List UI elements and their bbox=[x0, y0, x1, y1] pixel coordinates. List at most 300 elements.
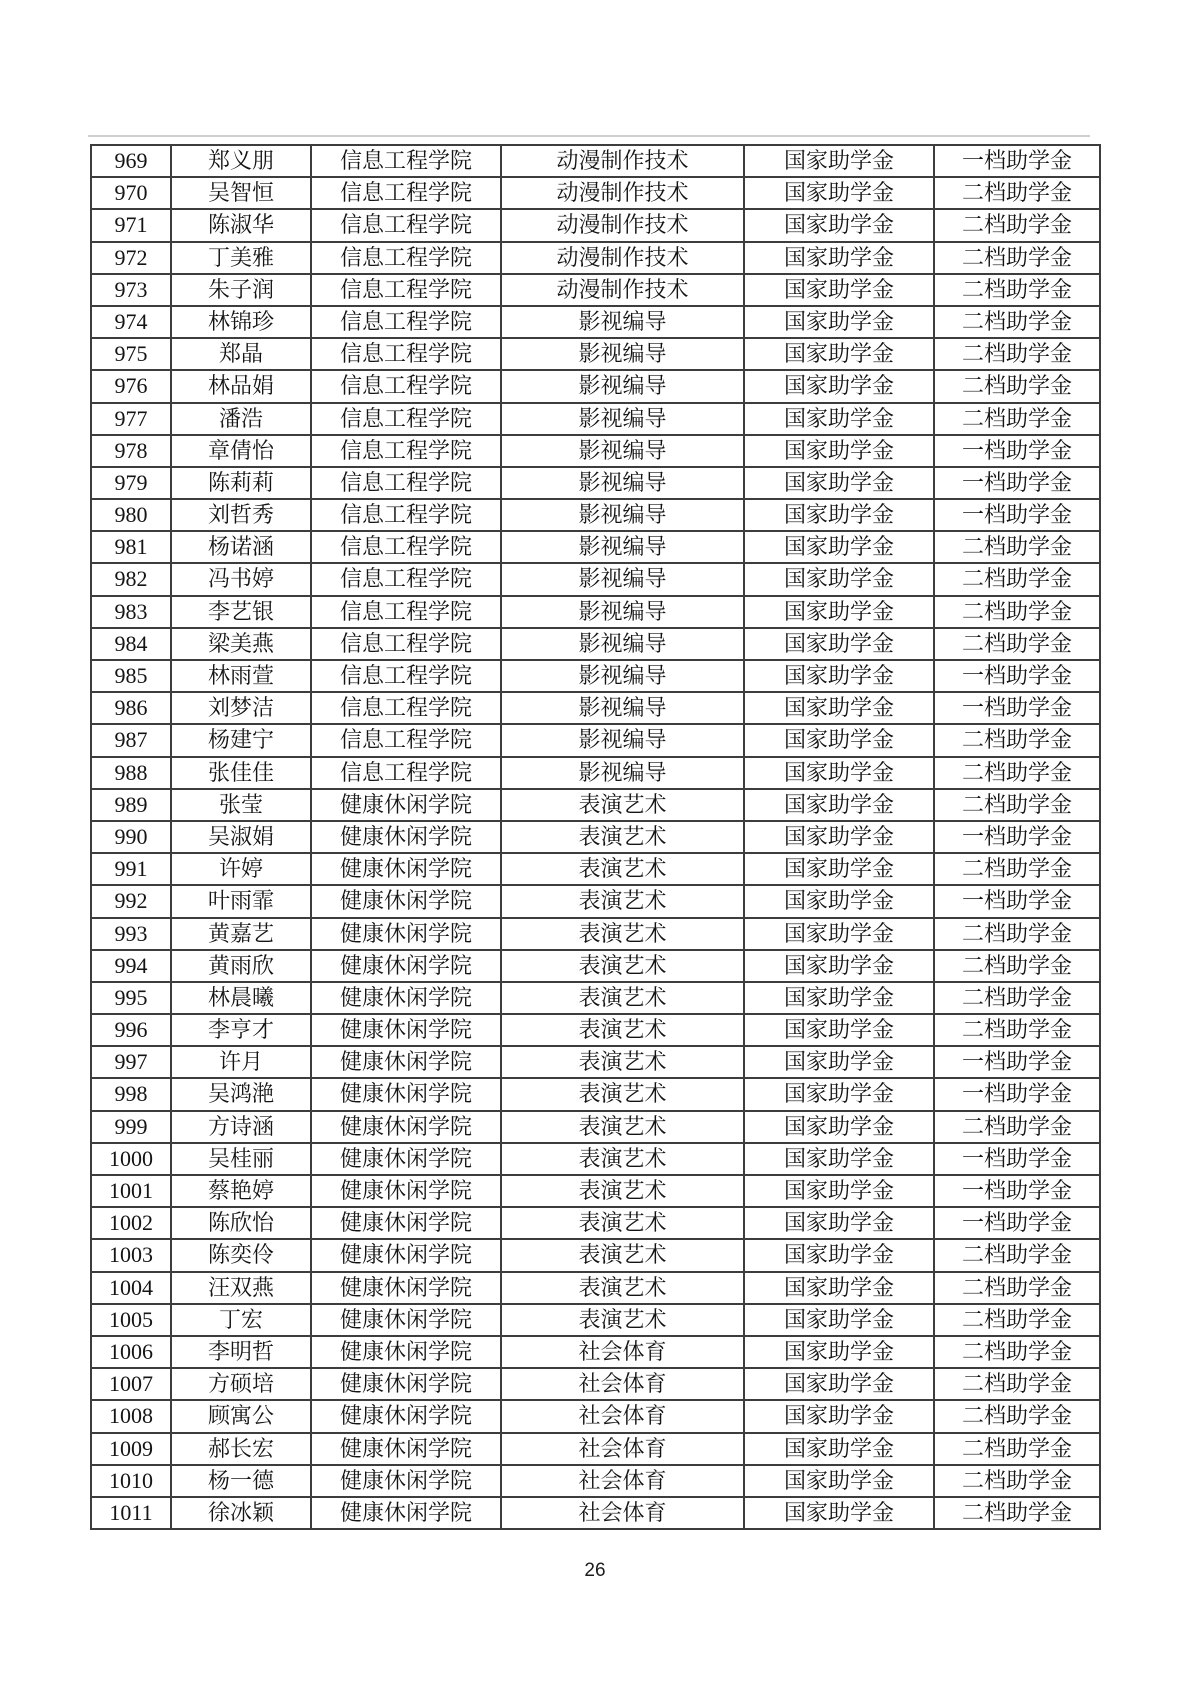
cell-funding-tier: 一档助学金 bbox=[934, 660, 1100, 692]
cell-major: 动漫制作技术 bbox=[501, 274, 744, 306]
cell-funding-tier: 二档助学金 bbox=[934, 1465, 1100, 1497]
cell-serial-number: 1008 bbox=[91, 1400, 171, 1432]
cell-major: 表演艺术 bbox=[501, 1272, 744, 1304]
cell-funding-program: 国家助学金 bbox=[744, 1497, 934, 1529]
cell-college: 健康休闲学院 bbox=[311, 821, 501, 853]
page-number: 26 bbox=[584, 1560, 606, 1581]
cell-college: 信息工程学院 bbox=[311, 274, 501, 306]
cell-college: 健康休闲学院 bbox=[311, 1014, 501, 1046]
cell-funding-program: 国家助学金 bbox=[744, 1143, 934, 1175]
cell-serial-number: 972 bbox=[91, 242, 171, 274]
cell-funding-tier: 二档助学金 bbox=[934, 274, 1100, 306]
cell-funding-tier: 二档助学金 bbox=[934, 563, 1100, 595]
cell-student-name: 蔡艳婷 bbox=[171, 1175, 311, 1207]
cell-serial-number: 984 bbox=[91, 628, 171, 660]
cell-funding-program: 国家助学金 bbox=[744, 1400, 934, 1432]
cell-funding-tier: 二档助学金 bbox=[934, 177, 1100, 209]
cell-college: 健康休闲学院 bbox=[311, 1143, 501, 1175]
table-row bbox=[91, 724, 1100, 756]
cell-student-name: 潘浩 bbox=[171, 403, 311, 435]
table-row bbox=[91, 853, 1100, 885]
cell-student-name: 吴智恒 bbox=[171, 177, 311, 209]
cell-funding-tier: 二档助学金 bbox=[934, 403, 1100, 435]
cell-college: 健康休闲学院 bbox=[311, 789, 501, 821]
cell-college: 信息工程学院 bbox=[311, 628, 501, 660]
cell-serial-number: 1002 bbox=[91, 1207, 171, 1239]
cell-student-name: 许婷 bbox=[171, 853, 311, 885]
table-row bbox=[91, 1336, 1100, 1368]
cell-college: 健康休闲学院 bbox=[311, 1465, 501, 1497]
cell-major: 影视编导 bbox=[501, 628, 744, 660]
cell-funding-tier: 一档助学金 bbox=[934, 821, 1100, 853]
cell-funding-program: 国家助学金 bbox=[744, 628, 934, 660]
table-row bbox=[91, 1304, 1100, 1336]
cell-funding-tier: 二档助学金 bbox=[934, 982, 1100, 1014]
cell-major: 影视编导 bbox=[501, 370, 744, 402]
table-row bbox=[91, 628, 1100, 660]
cell-serial-number: 1011 bbox=[91, 1497, 171, 1529]
cell-funding-program: 国家助学金 bbox=[744, 370, 934, 402]
cell-serial-number: 988 bbox=[91, 757, 171, 789]
cell-student-name: 方诗涵 bbox=[171, 1111, 311, 1143]
table-row bbox=[91, 1046, 1100, 1078]
cell-serial-number: 990 bbox=[91, 821, 171, 853]
cell-serial-number: 974 bbox=[91, 306, 171, 338]
cell-funding-program: 国家助学金 bbox=[744, 1239, 934, 1271]
table-row bbox=[91, 1239, 1100, 1271]
cell-funding-tier: 二档助学金 bbox=[934, 1497, 1100, 1529]
cell-student-name: 章倩怡 bbox=[171, 435, 311, 467]
scan-artifact-line bbox=[88, 135, 1090, 137]
cell-serial-number: 994 bbox=[91, 950, 171, 982]
cell-student-name: 陈淑华 bbox=[171, 209, 311, 241]
cell-college: 信息工程学院 bbox=[311, 724, 501, 756]
cell-funding-program: 国家助学金 bbox=[744, 1078, 934, 1110]
table-row bbox=[91, 531, 1100, 563]
cell-major: 表演艺术 bbox=[501, 885, 744, 917]
cell-funding-program: 国家助学金 bbox=[744, 274, 934, 306]
table-row bbox=[91, 596, 1100, 628]
cell-college: 信息工程学院 bbox=[311, 209, 501, 241]
cell-college: 信息工程学院 bbox=[311, 692, 501, 724]
cell-student-name: 丁美雅 bbox=[171, 242, 311, 274]
table-row bbox=[91, 885, 1100, 917]
table-row bbox=[91, 1272, 1100, 1304]
cell-student-name: 郝长宏 bbox=[171, 1433, 311, 1465]
cell-major: 表演艺术 bbox=[501, 789, 744, 821]
cell-funding-program: 国家助学金 bbox=[744, 724, 934, 756]
cell-funding-tier: 一档助学金 bbox=[934, 435, 1100, 467]
cell-serial-number: 981 bbox=[91, 531, 171, 563]
cell-college: 健康休闲学院 bbox=[311, 1368, 501, 1400]
cell-major: 影视编导 bbox=[501, 403, 744, 435]
cell-funding-tier: 一档助学金 bbox=[934, 1078, 1100, 1110]
cell-student-name: 黄嘉艺 bbox=[171, 918, 311, 950]
cell-student-name: 徐冰颖 bbox=[171, 1497, 311, 1529]
cell-serial-number: 986 bbox=[91, 692, 171, 724]
cell-funding-program: 国家助学金 bbox=[744, 306, 934, 338]
table-row bbox=[91, 338, 1100, 370]
cell-funding-program: 国家助学金 bbox=[744, 209, 934, 241]
cell-serial-number: 1006 bbox=[91, 1336, 171, 1368]
cell-serial-number: 979 bbox=[91, 467, 171, 499]
cell-student-name: 郑义朋 bbox=[171, 145, 311, 177]
cell-serial-number: 985 bbox=[91, 660, 171, 692]
cell-serial-number: 996 bbox=[91, 1014, 171, 1046]
cell-funding-program: 国家助学金 bbox=[744, 338, 934, 370]
cell-major: 影视编导 bbox=[501, 499, 744, 531]
cell-student-name: 丁宏 bbox=[171, 1304, 311, 1336]
cell-college: 健康休闲学院 bbox=[311, 1272, 501, 1304]
table-row bbox=[91, 692, 1100, 724]
cell-serial-number: 1007 bbox=[91, 1368, 171, 1400]
cell-serial-number: 983 bbox=[91, 596, 171, 628]
cell-serial-number: 973 bbox=[91, 274, 171, 306]
cell-major: 社会体育 bbox=[501, 1368, 744, 1400]
table-row bbox=[91, 1014, 1100, 1046]
cell-student-name: 梁美燕 bbox=[171, 628, 311, 660]
table-row bbox=[91, 1175, 1100, 1207]
cell-major: 影视编导 bbox=[501, 660, 744, 692]
cell-funding-tier: 二档助学金 bbox=[934, 338, 1100, 370]
table-row bbox=[91, 1497, 1100, 1529]
cell-serial-number: 1003 bbox=[91, 1239, 171, 1271]
cell-serial-number: 977 bbox=[91, 403, 171, 435]
cell-funding-program: 国家助学金 bbox=[744, 1046, 934, 1078]
table-row bbox=[91, 403, 1100, 435]
cell-college: 信息工程学院 bbox=[311, 145, 501, 177]
cell-major: 社会体育 bbox=[501, 1336, 744, 1368]
cell-funding-program: 国家助学金 bbox=[744, 596, 934, 628]
cell-funding-program: 国家助学金 bbox=[744, 1433, 934, 1465]
cell-funding-program: 国家助学金 bbox=[744, 1368, 934, 1400]
cell-funding-tier: 一档助学金 bbox=[934, 885, 1100, 917]
cell-major: 动漫制作技术 bbox=[501, 209, 744, 241]
cell-funding-program: 国家助学金 bbox=[744, 1304, 934, 1336]
cell-student-name: 杨一德 bbox=[171, 1465, 311, 1497]
cell-major: 表演艺术 bbox=[501, 853, 744, 885]
cell-student-name: 李亨才 bbox=[171, 1014, 311, 1046]
table-row bbox=[91, 177, 1100, 209]
cell-major: 表演艺术 bbox=[501, 1111, 744, 1143]
cell-funding-program: 国家助学金 bbox=[744, 821, 934, 853]
cell-student-name: 吴桂丽 bbox=[171, 1143, 311, 1175]
table-row bbox=[91, 1207, 1100, 1239]
cell-college: 健康休闲学院 bbox=[311, 853, 501, 885]
cell-college: 信息工程学院 bbox=[311, 242, 501, 274]
cell-college: 健康休闲学院 bbox=[311, 1433, 501, 1465]
cell-serial-number: 1005 bbox=[91, 1304, 171, 1336]
cell-funding-tier: 二档助学金 bbox=[934, 628, 1100, 660]
table-row bbox=[91, 1433, 1100, 1465]
cell-funding-program: 国家助学金 bbox=[744, 950, 934, 982]
cell-funding-program: 国家助学金 bbox=[744, 660, 934, 692]
cell-major: 表演艺术 bbox=[501, 918, 744, 950]
table-row bbox=[91, 982, 1100, 1014]
cell-major: 动漫制作技术 bbox=[501, 177, 744, 209]
cell-college: 信息工程学院 bbox=[311, 596, 501, 628]
cell-serial-number: 995 bbox=[91, 982, 171, 1014]
cell-funding-program: 国家助学金 bbox=[744, 499, 934, 531]
cell-major: 影视编导 bbox=[501, 563, 744, 595]
cell-college: 健康休闲学院 bbox=[311, 982, 501, 1014]
cell-student-name: 张佳佳 bbox=[171, 757, 311, 789]
cell-student-name: 张莹 bbox=[171, 789, 311, 821]
cell-serial-number: 978 bbox=[91, 435, 171, 467]
cell-funding-tier: 一档助学金 bbox=[934, 1046, 1100, 1078]
cell-funding-tier: 二档助学金 bbox=[934, 789, 1100, 821]
table-row bbox=[91, 789, 1100, 821]
cell-funding-program: 国家助学金 bbox=[744, 918, 934, 950]
cell-funding-tier: 二档助学金 bbox=[934, 531, 1100, 563]
cell-serial-number: 992 bbox=[91, 885, 171, 917]
table-row bbox=[91, 660, 1100, 692]
cell-student-name: 林品娟 bbox=[171, 370, 311, 402]
cell-major: 影视编导 bbox=[501, 724, 744, 756]
cell-student-name: 朱子润 bbox=[171, 274, 311, 306]
cell-student-name: 林晨曦 bbox=[171, 982, 311, 1014]
cell-college: 信息工程学院 bbox=[311, 563, 501, 595]
cell-major: 社会体育 bbox=[501, 1465, 744, 1497]
cell-funding-program: 国家助学金 bbox=[744, 1272, 934, 1304]
cell-college: 信息工程学院 bbox=[311, 403, 501, 435]
cell-college: 健康休闲学院 bbox=[311, 1304, 501, 1336]
cell-college: 健康休闲学院 bbox=[311, 1078, 501, 1110]
cell-serial-number: 991 bbox=[91, 853, 171, 885]
cell-student-name: 冯书婷 bbox=[171, 563, 311, 595]
table-row bbox=[91, 950, 1100, 982]
cell-serial-number: 987 bbox=[91, 724, 171, 756]
cell-student-name: 方硕培 bbox=[171, 1368, 311, 1400]
table-row bbox=[91, 242, 1100, 274]
table-row bbox=[91, 370, 1100, 402]
cell-funding-tier: 二档助学金 bbox=[934, 1304, 1100, 1336]
cell-funding-tier: 一档助学金 bbox=[934, 1143, 1100, 1175]
cell-college: 信息工程学院 bbox=[311, 338, 501, 370]
cell-funding-program: 国家助学金 bbox=[744, 789, 934, 821]
table-row bbox=[91, 821, 1100, 853]
cell-college: 健康休闲学院 bbox=[311, 1046, 501, 1078]
cell-major: 表演艺术 bbox=[501, 1207, 744, 1239]
cell-college: 信息工程学院 bbox=[311, 177, 501, 209]
cell-college: 信息工程学院 bbox=[311, 467, 501, 499]
cell-student-name: 刘哲秀 bbox=[171, 499, 311, 531]
cell-major: 表演艺术 bbox=[501, 1304, 744, 1336]
cell-major: 动漫制作技术 bbox=[501, 145, 744, 177]
cell-serial-number: 976 bbox=[91, 370, 171, 402]
scholarship-roster-table bbox=[90, 144, 1101, 1530]
cell-major: 影视编导 bbox=[501, 757, 744, 789]
cell-major: 表演艺术 bbox=[501, 982, 744, 1014]
cell-student-name: 李艺银 bbox=[171, 596, 311, 628]
cell-serial-number: 1009 bbox=[91, 1433, 171, 1465]
cell-college: 信息工程学院 bbox=[311, 306, 501, 338]
cell-student-name: 林雨萱 bbox=[171, 660, 311, 692]
table-row bbox=[91, 563, 1100, 595]
cell-funding-tier: 一档助学金 bbox=[934, 145, 1100, 177]
cell-college: 信息工程学院 bbox=[311, 757, 501, 789]
table-row bbox=[91, 1368, 1100, 1400]
cell-funding-tier: 二档助学金 bbox=[934, 370, 1100, 402]
cell-funding-program: 国家助学金 bbox=[744, 1465, 934, 1497]
table-row bbox=[91, 145, 1100, 177]
cell-student-name: 陈欣怡 bbox=[171, 1207, 311, 1239]
cell-funding-tier: 一档助学金 bbox=[934, 1175, 1100, 1207]
cell-funding-tier: 二档助学金 bbox=[934, 242, 1100, 274]
cell-college: 信息工程学院 bbox=[311, 435, 501, 467]
cell-student-name: 李明哲 bbox=[171, 1336, 311, 1368]
cell-student-name: 汪双燕 bbox=[171, 1272, 311, 1304]
cell-funding-program: 国家助学金 bbox=[744, 1175, 934, 1207]
cell-serial-number: 997 bbox=[91, 1046, 171, 1078]
cell-funding-program: 国家助学金 bbox=[744, 563, 934, 595]
cell-college: 健康休闲学院 bbox=[311, 885, 501, 917]
cell-funding-tier: 一档助学金 bbox=[934, 1207, 1100, 1239]
cell-major: 表演艺术 bbox=[501, 950, 744, 982]
table-row bbox=[91, 274, 1100, 306]
cell-serial-number: 969 bbox=[91, 145, 171, 177]
cell-serial-number: 980 bbox=[91, 499, 171, 531]
table-row bbox=[91, 1400, 1100, 1432]
cell-funding-tier: 二档助学金 bbox=[934, 1433, 1100, 1465]
cell-student-name: 杨建宁 bbox=[171, 724, 311, 756]
cell-funding-program: 国家助学金 bbox=[744, 467, 934, 499]
cell-college: 健康休闲学院 bbox=[311, 1400, 501, 1432]
cell-student-name: 吴淑娟 bbox=[171, 821, 311, 853]
cell-student-name: 陈奕伶 bbox=[171, 1239, 311, 1271]
cell-serial-number: 998 bbox=[91, 1078, 171, 1110]
cell-major: 表演艺术 bbox=[501, 1143, 744, 1175]
cell-funding-program: 国家助学金 bbox=[744, 692, 934, 724]
cell-funding-tier: 二档助学金 bbox=[934, 724, 1100, 756]
cell-serial-number: 971 bbox=[91, 209, 171, 241]
table-body bbox=[91, 145, 1100, 1529]
table-row bbox=[91, 757, 1100, 789]
cell-funding-tier: 二档助学金 bbox=[934, 1014, 1100, 1046]
cell-funding-tier: 一档助学金 bbox=[934, 692, 1100, 724]
cell-funding-tier: 二档助学金 bbox=[934, 1272, 1100, 1304]
cell-major: 社会体育 bbox=[501, 1497, 744, 1529]
cell-funding-tier: 二档助学金 bbox=[934, 306, 1100, 338]
table-row bbox=[91, 306, 1100, 338]
cell-serial-number: 1004 bbox=[91, 1272, 171, 1304]
cell-serial-number: 1001 bbox=[91, 1175, 171, 1207]
cell-funding-program: 国家助学金 bbox=[744, 1336, 934, 1368]
cell-major: 表演艺术 bbox=[501, 1239, 744, 1271]
cell-student-name: 陈莉莉 bbox=[171, 467, 311, 499]
cell-serial-number: 982 bbox=[91, 563, 171, 595]
table-row bbox=[91, 209, 1100, 241]
table-row bbox=[91, 1078, 1100, 1110]
cell-funding-program: 国家助学金 bbox=[744, 177, 934, 209]
cell-major: 社会体育 bbox=[501, 1400, 744, 1432]
cell-serial-number: 1010 bbox=[91, 1465, 171, 1497]
table-row bbox=[91, 918, 1100, 950]
cell-serial-number: 999 bbox=[91, 1111, 171, 1143]
cell-college: 信息工程学院 bbox=[311, 499, 501, 531]
cell-student-name: 顾寓公 bbox=[171, 1400, 311, 1432]
cell-college: 信息工程学院 bbox=[311, 370, 501, 402]
cell-major: 表演艺术 bbox=[501, 1078, 744, 1110]
cell-major: 影视编导 bbox=[501, 692, 744, 724]
table-row bbox=[91, 499, 1100, 531]
cell-major: 影视编导 bbox=[501, 531, 744, 563]
cell-funding-tier: 二档助学金 bbox=[934, 950, 1100, 982]
cell-funding-program: 国家助学金 bbox=[744, 1207, 934, 1239]
cell-college: 信息工程学院 bbox=[311, 660, 501, 692]
cell-funding-program: 国家助学金 bbox=[744, 242, 934, 274]
cell-major: 表演艺术 bbox=[501, 1014, 744, 1046]
cell-funding-tier: 一档助学金 bbox=[934, 467, 1100, 499]
table-row bbox=[91, 1465, 1100, 1497]
cell-college: 健康休闲学院 bbox=[311, 1239, 501, 1271]
cell-funding-tier: 二档助学金 bbox=[934, 209, 1100, 241]
cell-serial-number: 993 bbox=[91, 918, 171, 950]
cell-funding-tier: 二档助学金 bbox=[934, 1400, 1100, 1432]
cell-funding-program: 国家助学金 bbox=[744, 982, 934, 1014]
table-row bbox=[91, 467, 1100, 499]
cell-funding-program: 国家助学金 bbox=[744, 757, 934, 789]
cell-major: 表演艺术 bbox=[501, 821, 744, 853]
cell-funding-tier: 二档助学金 bbox=[934, 853, 1100, 885]
cell-funding-tier: 一档助学金 bbox=[934, 499, 1100, 531]
cell-student-name: 许月 bbox=[171, 1046, 311, 1078]
cell-major: 表演艺术 bbox=[501, 1046, 744, 1078]
cell-funding-tier: 二档助学金 bbox=[934, 1336, 1100, 1368]
table-row bbox=[91, 1143, 1100, 1175]
cell-student-name: 叶雨霏 bbox=[171, 885, 311, 917]
cell-college: 健康休闲学院 bbox=[311, 1175, 501, 1207]
cell-college: 信息工程学院 bbox=[311, 531, 501, 563]
cell-college: 健康休闲学院 bbox=[311, 1336, 501, 1368]
cell-serial-number: 975 bbox=[91, 338, 171, 370]
cell-college: 健康休闲学院 bbox=[311, 918, 501, 950]
cell-funding-tier: 二档助学金 bbox=[934, 1368, 1100, 1400]
cell-funding-program: 国家助学金 bbox=[744, 403, 934, 435]
cell-college: 健康休闲学院 bbox=[311, 1111, 501, 1143]
cell-funding-program: 国家助学金 bbox=[744, 1014, 934, 1046]
cell-student-name: 郑晶 bbox=[171, 338, 311, 370]
cell-major: 动漫制作技术 bbox=[501, 242, 744, 274]
cell-funding-program: 国家助学金 bbox=[744, 885, 934, 917]
cell-serial-number: 989 bbox=[91, 789, 171, 821]
cell-major: 影视编导 bbox=[501, 306, 744, 338]
cell-major: 影视编导 bbox=[501, 338, 744, 370]
cell-college: 健康休闲学院 bbox=[311, 1497, 501, 1529]
cell-major: 影视编导 bbox=[501, 596, 744, 628]
cell-funding-program: 国家助学金 bbox=[744, 531, 934, 563]
cell-serial-number: 1000 bbox=[91, 1143, 171, 1175]
cell-funding-tier: 二档助学金 bbox=[934, 1111, 1100, 1143]
cell-student-name: 黄雨欣 bbox=[171, 950, 311, 982]
cell-major: 影视编导 bbox=[501, 435, 744, 467]
cell-funding-tier: 二档助学金 bbox=[934, 1239, 1100, 1271]
cell-college: 健康休闲学院 bbox=[311, 1207, 501, 1239]
cell-funding-program: 国家助学金 bbox=[744, 435, 934, 467]
cell-major: 表演艺术 bbox=[501, 1175, 744, 1207]
cell-major: 影视编导 bbox=[501, 467, 744, 499]
cell-student-name: 杨诺涵 bbox=[171, 531, 311, 563]
cell-student-name: 吴鸿滟 bbox=[171, 1078, 311, 1110]
table-row bbox=[91, 1111, 1100, 1143]
cell-student-name: 刘梦洁 bbox=[171, 692, 311, 724]
table-row bbox=[91, 435, 1100, 467]
cell-funding-tier: 二档助学金 bbox=[934, 596, 1100, 628]
cell-funding-program: 国家助学金 bbox=[744, 853, 934, 885]
cell-serial-number: 970 bbox=[91, 177, 171, 209]
cell-college: 健康休闲学院 bbox=[311, 950, 501, 982]
cell-funding-tier: 二档助学金 bbox=[934, 918, 1100, 950]
